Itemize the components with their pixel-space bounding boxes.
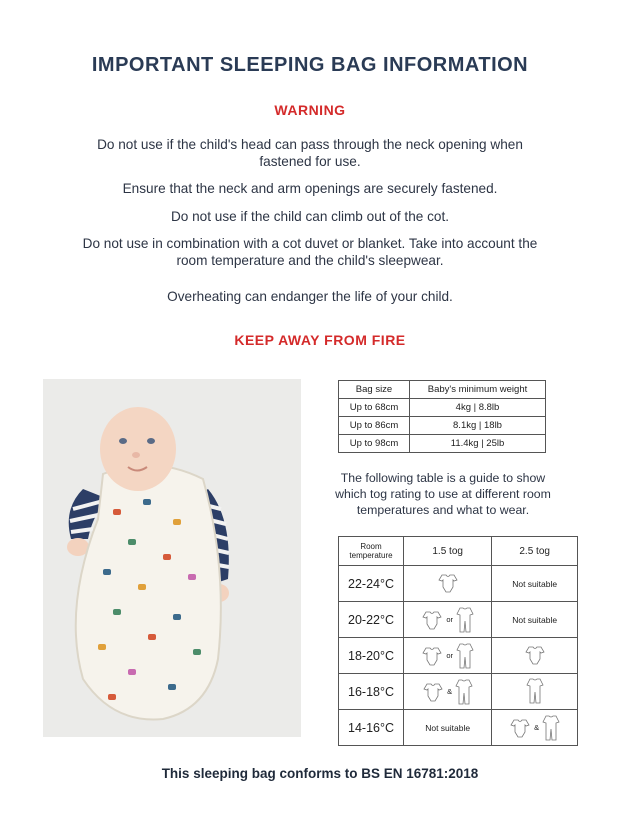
page-title: IMPORTANT SLEEPING BAG INFORMATION — [91, 54, 529, 76]
warning-heading: WARNING — [274, 102, 346, 118]
and-label: & — [534, 723, 540, 732]
temperature-cell: 14-16°C — [339, 710, 404, 746]
bodysuit-icon — [421, 645, 443, 667]
sleepsuit-icon — [456, 642, 474, 670]
table-row — [339, 435, 546, 453]
column-header: Baby's minimum weight — [410, 381, 546, 399]
tog15-cell — [404, 638, 492, 674]
column-header: 2.5 tog — [492, 537, 578, 566]
warning-paragraph-2: Ensure that the neck and arm openings are securely fastened. — [122, 181, 498, 196]
table-cell: 11.4kg | 25lb — [410, 435, 546, 453]
size-table-header — [339, 381, 546, 399]
or-label: or — [446, 651, 453, 660]
temperature-cell: 16-18°C — [339, 674, 404, 710]
bodysuit-icon — [422, 681, 444, 703]
sleepsuit-icon — [526, 677, 544, 705]
table-row — [339, 674, 578, 710]
table-cell: Up to 68cm — [339, 399, 410, 417]
tog25-cell — [492, 674, 578, 710]
table-cell: 4kg | 8.8lb — [410, 399, 546, 417]
sleepsuit-icon — [456, 606, 474, 634]
bodysuit-icon — [524, 644, 546, 666]
tog25-cell: Not suitable — [492, 602, 578, 638]
table-cell: Up to 98cm — [339, 435, 410, 453]
and-label: & — [447, 687, 453, 696]
baby-photo — [43, 379, 301, 737]
bodysuit-icon — [437, 572, 459, 594]
standards-footer: This sleeping bag conforms to BS EN 16781:2018 — [161, 766, 479, 781]
warning-paragraph-1: Do not use if the child's head can pass through the neck opening when fastened for use. — [97, 137, 523, 169]
or-label: or — [446, 615, 453, 624]
temperature-cell: 18-20°C — [339, 638, 404, 674]
bodysuit-icon — [509, 717, 531, 739]
column-header: Bag size — [339, 381, 410, 399]
table-row — [339, 417, 546, 435]
tog25-cell — [492, 638, 578, 674]
bodysuit-icon — [421, 609, 443, 631]
tog15-cell: Not suitable — [404, 710, 492, 746]
tog-table-header — [339, 537, 578, 566]
tog-table — [338, 536, 578, 746]
sleepsuit-icon — [455, 678, 473, 706]
warning-paragraph-3: Do not use if the child can climb out of the cot. — [170, 209, 450, 224]
warning-paragraph-5: Overheating can endanger the life of your child. — [167, 289, 453, 304]
table-row — [339, 710, 578, 746]
sleepsuit-icon — [542, 714, 560, 742]
warning-paragraph-4: Do not use in combination with a cot duvet or blanket. Take into account the room temperature and the child's sleepwear. — [82, 236, 538, 268]
table-row — [339, 399, 546, 417]
tog15-cell — [404, 674, 492, 710]
temperature-cell: 22-24°C — [339, 566, 404, 602]
tog25-cell — [492, 710, 578, 746]
tog15-cell — [404, 602, 492, 638]
table-row — [339, 638, 578, 674]
column-header: Room temperature — [339, 537, 404, 566]
table-row — [339, 602, 578, 638]
tog15-cell — [404, 566, 492, 602]
table-row — [339, 566, 578, 602]
size-table — [338, 380, 546, 453]
tog25-cell: Not suitable — [492, 566, 578, 602]
tog-guide-text: The following table is a guide to show which tog rating to use at different room temperatures and what to wear. — [335, 471, 551, 517]
temperature-cell: 20-22°C — [339, 602, 404, 638]
table-cell: 8.1kg | 18lb — [410, 417, 546, 435]
table-cell: Up to 86cm — [339, 417, 410, 435]
column-header: 1.5 tog — [404, 537, 492, 566]
fire-warning: KEEP AWAY FROM FIRE — [234, 332, 406, 348]
